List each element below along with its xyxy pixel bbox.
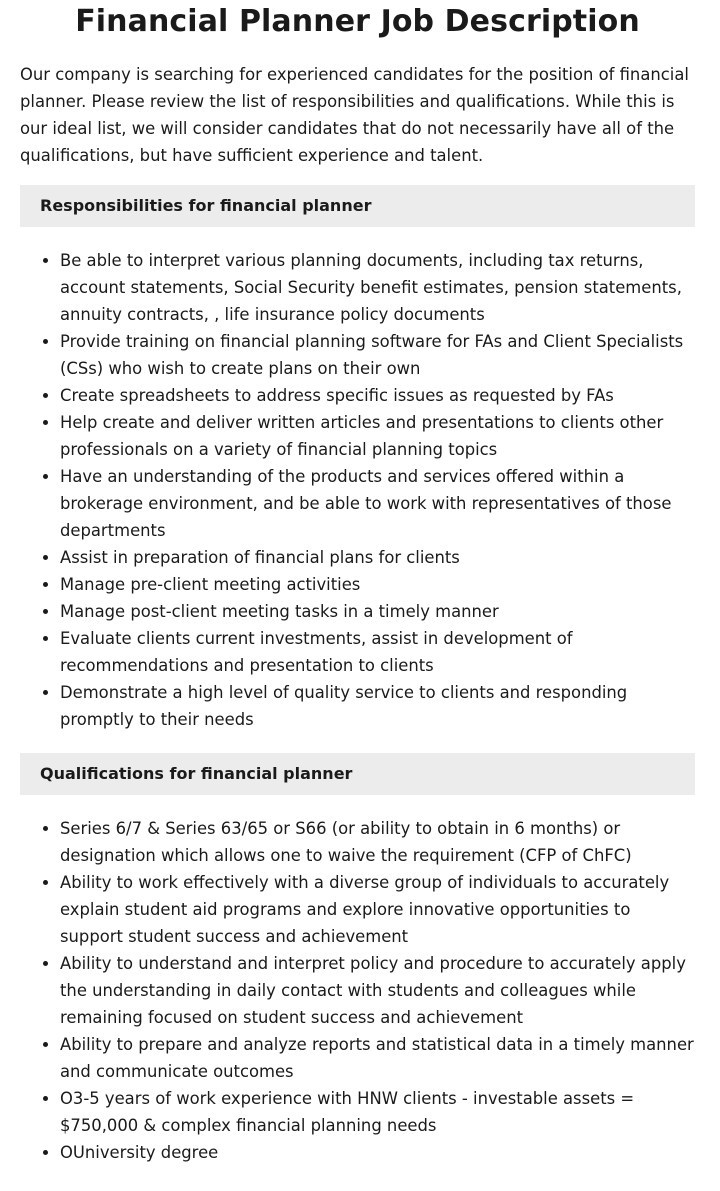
list-item: • Be able to interpret various planning documents, including tax returns, account statements, Social Security benefit estimates, pension statements, annuity contracts, , life insurance policy documents [60,247,695,328]
responsibilities-list [20,247,695,733]
list-item: • Ability to understand and interpret policy and procedure to accurately apply the understanding in daily contact with students and colleagues while remaining focused on student success and achievement [60,950,695,1031]
list-item: • Create spreadsheets to address specific issues as requested by FAs [60,382,695,409]
list-item: • Manage pre-client meeting activities [60,571,695,598]
responsibilities-heading: Responsibilities for financial planner [20,185,695,227]
intro-paragraph: Our company is searching for experienced candidates for the position of financial planner. Please review the list of responsibilities and qualifications. While this is our ideal list, we will consider candidates that do not necessarily have all of the qualifications, but have sufficient experience and talent. [20,65,689,165]
qualifications-heading: Qualifications for financial planner [20,753,695,795]
list-item: • O3-5 years of work experience with HNW clients - investable assets = $750,000 & complex financial planning needs [60,1085,695,1139]
list-item: • Evaluate clients current investments, assist in development of recommendations and presentation to clients [60,625,695,679]
list-item: • Assist in preparation of financial plans for clients [60,544,695,571]
list-item: • Provide training on financial planning software for FAs and Client Specialists (CSs) who wish to create plans on their own [60,328,695,382]
list-item: • OUniversity degree [60,1139,695,1166]
list-item: • Series 6/7 & Series 63/65 or S66 (or ability to obtain in 6 months) or designation which allows one to waive the requirement (CFP of ChFC) [60,815,695,869]
list-item: • Demonstrate a high level of quality service to clients and responding promptly to their needs [60,679,695,733]
list-item: • Manage post-client meeting tasks in a timely manner [60,598,695,625]
list-item: • Ability to work effectively with a diverse group of individuals to accurately explain student aid programs and explore innovative opportunities to support student success and achievement [60,869,695,950]
list-item: • Have an understanding of the products and services offered within a brokerage environment, and be able to work with representatives of those departments [60,463,695,544]
list-item: • Help create and deliver written articles and presentations to clients other professionals on a variety of financial planning topics [60,409,695,463]
list-item: • Ability to prepare and analyze reports and statistical data in a timely manner and communicate outcomes [60,1031,695,1085]
qualifications-list [20,815,695,1166]
page-title: Financial Planner Job Description [75,4,640,39]
